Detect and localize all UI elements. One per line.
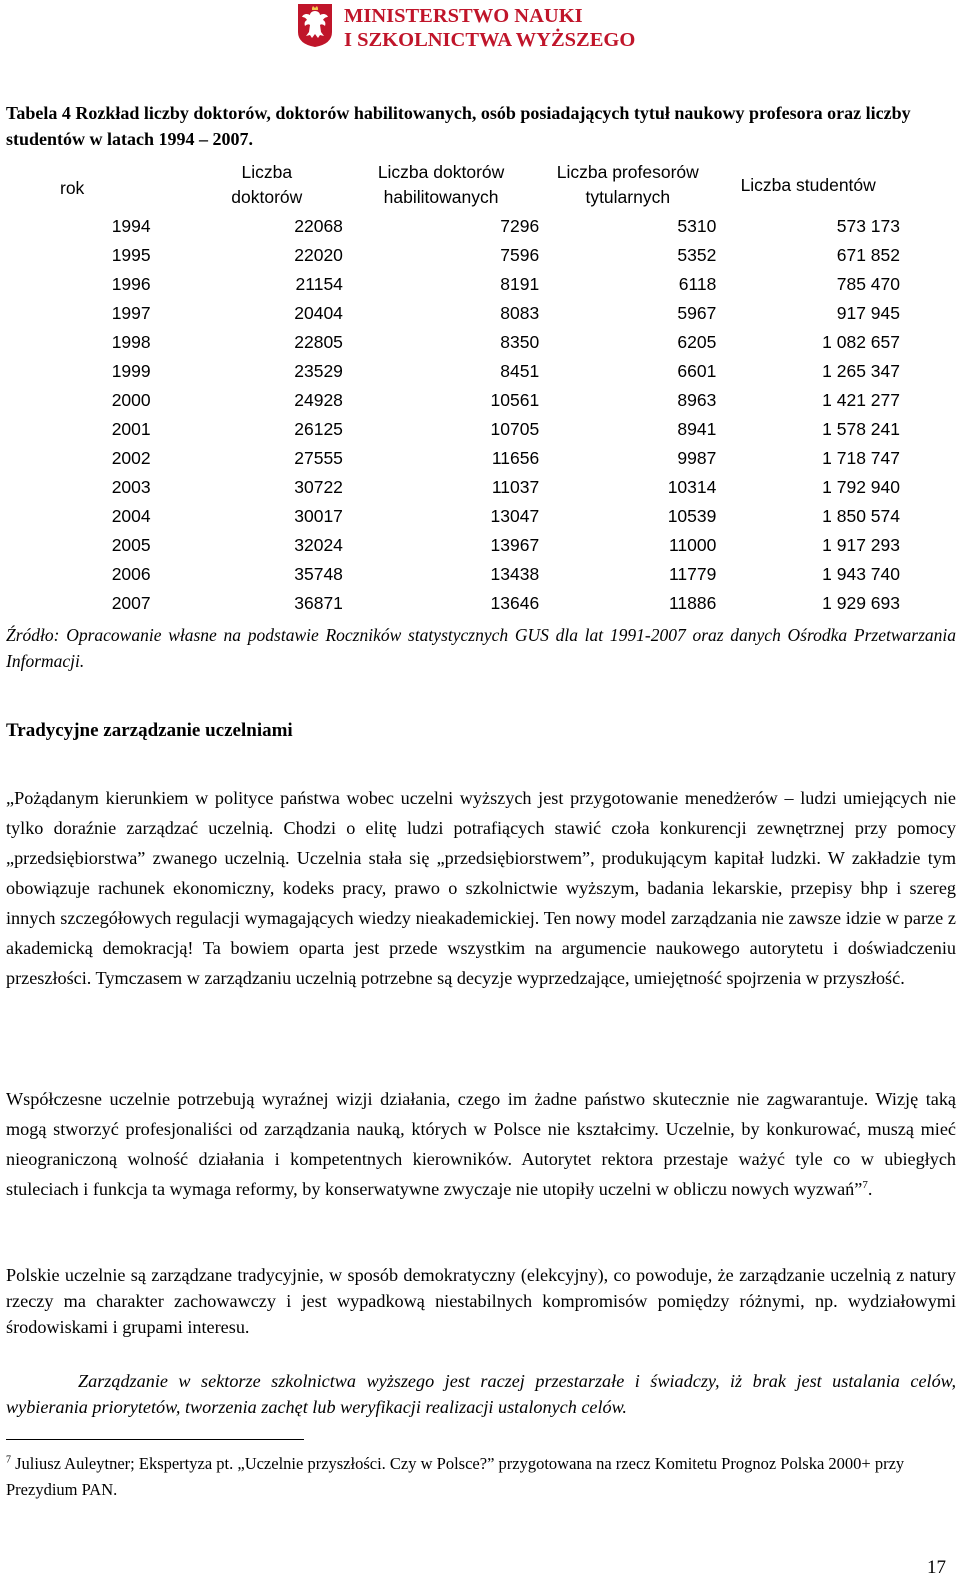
- table-cell: 24928: [294, 390, 343, 410]
- table-header-row: [50, 158, 900, 212]
- footnote-number: 7: [6, 1454, 11, 1466]
- table-cell: 2002: [111, 448, 151, 468]
- table-cell: 2005: [111, 535, 151, 555]
- table-cell: 2007: [111, 593, 151, 613]
- table-cell: 11000: [668, 535, 717, 555]
- table-cell: 6118: [678, 274, 717, 294]
- table-row: [50, 270, 900, 299]
- column-header-students: Liczba studentów: [740, 174, 876, 195]
- column-header-habilitated: Liczba doktorów habilitowanych: [377, 162, 505, 207]
- table-cell: 35748: [294, 564, 343, 584]
- table-cell: 1 850 574: [822, 506, 900, 526]
- ministry-name-line2: I SZKOLNICTWA WYŻSZEGO: [344, 29, 636, 51]
- table-cell: 13967: [490, 535, 540, 555]
- table-cell: 32024: [294, 535, 343, 555]
- table-row: [50, 212, 900, 241]
- table-cell: 13646: [490, 593, 540, 613]
- paragraph-3: Polskie uczelnie są zarządzane tradycyjnie, w sposób demokratyczny (elekcyjny), co powoduje, że zarządzanie uczelnią z natury rzeczy ma charakter zachowawczy i jest wypadkową niestabilnych kompromisów pomiędzy różnymi, np. wydziałowymi środowiskami i grupami interesu.: [6, 1265, 956, 1337]
- table-cell: 1 718 747: [822, 448, 900, 468]
- table-cell: 5352: [677, 245, 717, 265]
- table-cell: 8963: [677, 390, 717, 410]
- footnote: [6, 1451, 956, 1503]
- table-body: [50, 212, 900, 618]
- page-number: 17: [927, 1557, 946, 1578]
- table-cell: 671 852: [836, 245, 900, 265]
- table-cell: 10539: [667, 506, 717, 526]
- table-cell: 1 082 657: [822, 332, 900, 352]
- table-cell: 2004: [111, 506, 151, 526]
- column-header-professors: Liczba profesorów tytularnych: [556, 162, 699, 207]
- table-cell: 8941: [677, 419, 717, 439]
- table-cell: 1 421 277: [822, 390, 900, 410]
- paragraph-4-italic: Zarządzanie w sektorze szkolnictwa wyższego jest raczej przestarzałe i świadczy, iż brak jest ustalania celów, wybierania priorytetów, tworzenia zachęt lub weryfikacji realizacji ustalonych celów.: [6, 1371, 956, 1417]
- table-cell: 1 578 241: [822, 419, 900, 439]
- table-row: [50, 444, 900, 473]
- table-row: [50, 415, 900, 444]
- table-cell: 7296: [500, 216, 540, 236]
- table-cell: 1999: [111, 361, 151, 381]
- table-cell: 26125: [294, 419, 343, 439]
- table-cell: 13047: [490, 506, 540, 526]
- table-cell: 1996: [111, 274, 151, 294]
- table-cell: 10314: [667, 477, 717, 497]
- table-cell: 2003: [111, 477, 151, 497]
- table-cell: 1 792 940: [822, 477, 900, 497]
- ministry-name: [344, 4, 635, 52]
- table-cell: 785 470: [836, 274, 900, 294]
- table-cell: 6205: [677, 332, 717, 352]
- table-cell: 21154: [295, 274, 343, 294]
- table-cell: 11779: [668, 564, 717, 584]
- table-cell: 11656: [491, 448, 540, 468]
- table-cell: 2000: [111, 390, 151, 410]
- table-cell: 573 173: [836, 216, 900, 236]
- table-cell: 8350: [500, 332, 540, 352]
- table-row: [50, 357, 900, 386]
- table-row: [50, 560, 900, 589]
- page-header: [296, 2, 676, 52]
- table-cell: 22805: [294, 332, 343, 352]
- table-cell: 1995: [111, 245, 151, 265]
- table-row: [50, 473, 900, 502]
- table-cell: 10561: [490, 390, 540, 410]
- paragraph-1: „Pożądanym kierunkiem w polityce państwa wobec uczelni wyższych jest przygotowanie menedżerów – ludzi umiejących nie tylko doraźnie zarządzać uczelnią. Chodzi o elitę ludzi potrafiących stawić czoła konkurencji zewnętrznej przy pomocy „przedsiębiorstwa” zwanego uczelnią. Uczelnia stała się „przedsiębiorstwem”, produkującym kapitał ludzki. W zakładzie tym obowiązuje rachunek ekonomiczny, kodeks pracy, prawo o szkolnictwie wyższym, badania lekarskie, przepisy bhp i szereg innych szczegółowych regulacji wymagających wiedzy nieakademickiej. Ten nowy model zarządzania nie zawsze idzie w parze z akademicką demokracją! Ta bowiem oparta jest przede wszystkim na argumencie naukowego autorytetu i doświadczeniu przeszłości. Tymczasem w zarządzaniu uczelnią potrzebne są decyzje wyprzedzające, umiejętność spojrzenia w przyszłość.: [6, 788, 956, 988]
- table-cell: 8083: [500, 303, 540, 323]
- table-cell: 11886: [668, 593, 717, 613]
- paragraph-2-end: .: [867, 1179, 873, 1199]
- table-row: [50, 328, 900, 357]
- table-cell: 20404: [294, 303, 343, 323]
- table-cell: 8191: [500, 274, 540, 294]
- table-cell: 1997: [111, 303, 151, 323]
- table-row: [50, 502, 900, 531]
- ministry-name-line1: MINISTERSTWO NAUKI: [344, 5, 583, 27]
- table-cell: 7596: [500, 245, 540, 265]
- table-row: [50, 589, 900, 618]
- table-cell: 9987: [677, 448, 717, 468]
- table-cell: 23529: [294, 361, 343, 381]
- table-cell: 1 265 347: [822, 361, 900, 381]
- table-row: [50, 386, 900, 415]
- table-cell: 8451: [500, 361, 540, 381]
- table-cell: 2006: [111, 564, 151, 584]
- table-cell: 2001: [111, 419, 151, 439]
- table-cell: 1 929 693: [822, 593, 900, 613]
- column-header-doctors: Liczba doktorów: [231, 162, 303, 207]
- table-cell: 22068: [294, 216, 343, 236]
- table-cell: 36871: [294, 593, 343, 613]
- paragraph-2-text: Współczesne uczelnie potrzebują wyraźnej wizji działania, czego im żadne państwo skutecznie nie zagwarantuje. Wizję taką mogą stworzyć profesjonaliści od zarządzania nauką, których w Polsce nie kształcimy. Uczelnie, by konkurować, muszą mieć nieograniczoną wolność działania i kompetentnych kierowników. Autorytet rektora przestaje ważyć tyle co w ubiegłych stuleciach i funkcja ta wymaga reformy, by konserwatywne zwyczaje nie utopiły uczelni w obliczu nowych wyzwań”: [6, 1089, 956, 1199]
- section-heading: Tradycyjne zarządzanie uczelniami: [6, 720, 293, 741]
- footnote-ref: 7: [862, 1178, 868, 1191]
- table-cell: 1 943 740: [822, 564, 900, 584]
- table-cell: 1998: [111, 332, 151, 352]
- table-cell: 5967: [677, 303, 717, 323]
- table-cell: 13438: [490, 564, 540, 584]
- table-cell: 27555: [294, 448, 343, 468]
- table-cell: 1 917 293: [822, 535, 900, 555]
- polish-eagle-emblem: [296, 2, 334, 48]
- column-header-year: rok: [60, 178, 85, 198]
- table-cell: 11037: [491, 477, 540, 497]
- table-row: [50, 241, 900, 270]
- table-cell: 10705: [490, 419, 540, 439]
- table-caption: Tabela 4 Rozkład liczby doktorów, doktorów habilitowanych, osób posiadających tytuł naukowy profesora oraz liczby studentów w latach 1994 – 2007.: [6, 103, 911, 149]
- footnote-text: Juliusz Auleytner; Ekspertyza pt. „Uczelnie przyszłości. Czy w Polsce?” przygotowana na rzecz Komitetu Prognoz Polska 2000+ przy Prezydium PAN.: [6, 1454, 905, 1499]
- table-cell: 30017: [294, 506, 343, 526]
- table-row: [50, 299, 900, 328]
- table-row: [50, 531, 900, 560]
- paragraph-2: [6, 1084, 956, 1204]
- table-cell: 917 945: [836, 303, 900, 323]
- table-cell: 1994: [111, 216, 151, 236]
- table-cell: 5310: [677, 216, 717, 236]
- footnote-divider: [6, 1439, 304, 1440]
- table-cell: 30722: [294, 477, 343, 497]
- statistics-table: [50, 158, 900, 618]
- table-cell: 6601: [677, 361, 717, 381]
- table-cell: 22020: [294, 245, 343, 265]
- table-source-note: Źródło: Opracowanie własne na podstawie Roczników statystycznych GUS dla lat 1991-2007 oraz danych Ośrodka Przetwarzania Informacji.: [6, 625, 956, 671]
